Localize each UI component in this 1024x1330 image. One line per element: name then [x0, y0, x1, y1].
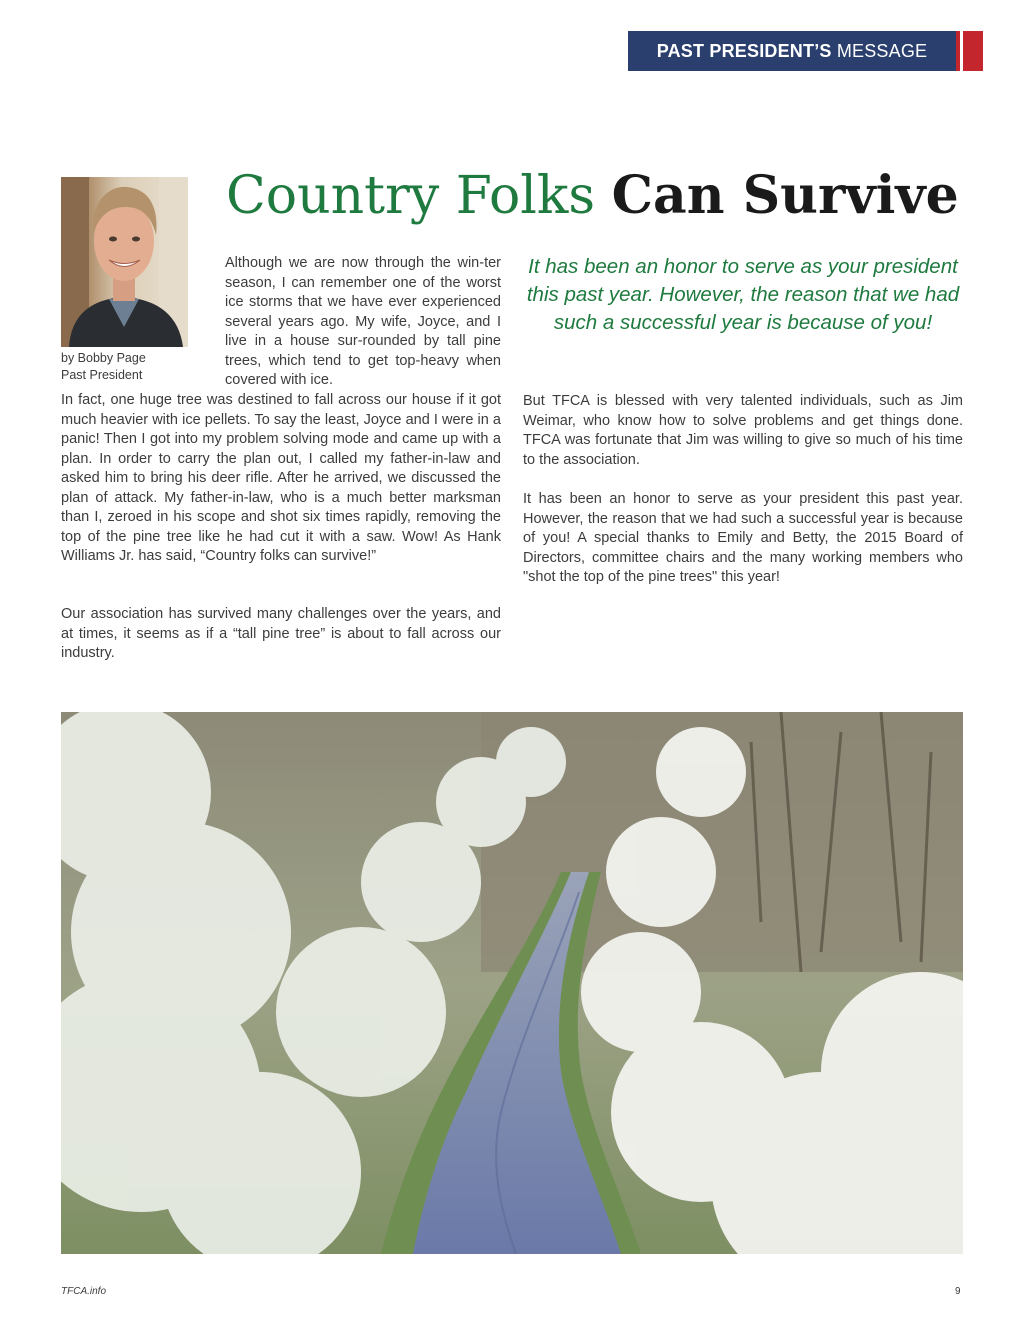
road-trees-photo [61, 712, 963, 1254]
left-paragraph-3: Our association has survived many challenges over the years, and at times, it seems as if a “tall pine tree” is about to fall across our industry. [61, 606, 501, 661]
section-header-light: MESSAGE [836, 41, 928, 61]
section-header [628, 31, 956, 71]
byline [61, 350, 146, 384]
byline-author: by Bobby Page [61, 351, 146, 365]
author-portrait [61, 177, 188, 347]
article-title-green: Country Folks [226, 166, 596, 226]
byline-role: Past President [61, 368, 143, 382]
left-paragraph-2: In fact, one huge tree was destined to fall across our house if it got much heavier with ice pellets. To say the least, Joyce and I were in a panic! Then I got into my problem solving mode and came up with a plan. In order to carry the plan out, I called my father-in-law and asked him to bring his deer rifle. After he arrived, we discussed the plan of attack. My father-in-law, who is a much better marksman than I, zeroed in his scope and shot six times rapidly, removing the top of the pine tree like he had cut it with a saw. Wow! As Hank Williams Jr. has said, “Country folks can survive!” [61, 392, 501, 564]
pull-quote: It has been an honor to serve as your president this past year. However, the reason that we had such a successful year is because of you! [526, 255, 960, 334]
section-header-strong: PAST PRESIDENT’S [656, 41, 832, 61]
article-title-dark: Can Survive [611, 165, 959, 226]
author-portrait-illustration [61, 177, 188, 347]
left-paragraph-1: Although we are now through the win-ter season, I can remember one of the worst ice storms that we have ever experienced several years ago. My wife, Joyce, and I live in a house sur-rounded by tall pine trees, which tend to get top-heavy when covered with ice. [225, 255, 501, 388]
right-paragraph-1: But TFCA is blessed with very talented individuals, such as Jim Weimar, who know how to solve problems and get things done. TFCA was fortunate that Jim was willing to give so much of his time to the association. [523, 393, 963, 468]
right-paragraph-2: It has been an honor to serve as your president this past year. However, the reason that we had such a successful year is because of you! A special thanks to Emily and Betty, the 2015 Board of Directors, committee chairs and the many working members who "shot the top of the pine trees" this year! [523, 491, 963, 585]
road-trees-illustration [61, 712, 963, 1254]
footer-site: TFCA.info [61, 1286, 107, 1297]
footer-page-number: 9 [955, 1286, 961, 1297]
article-title [226, 160, 959, 232]
header-accent-block [963, 31, 983, 71]
